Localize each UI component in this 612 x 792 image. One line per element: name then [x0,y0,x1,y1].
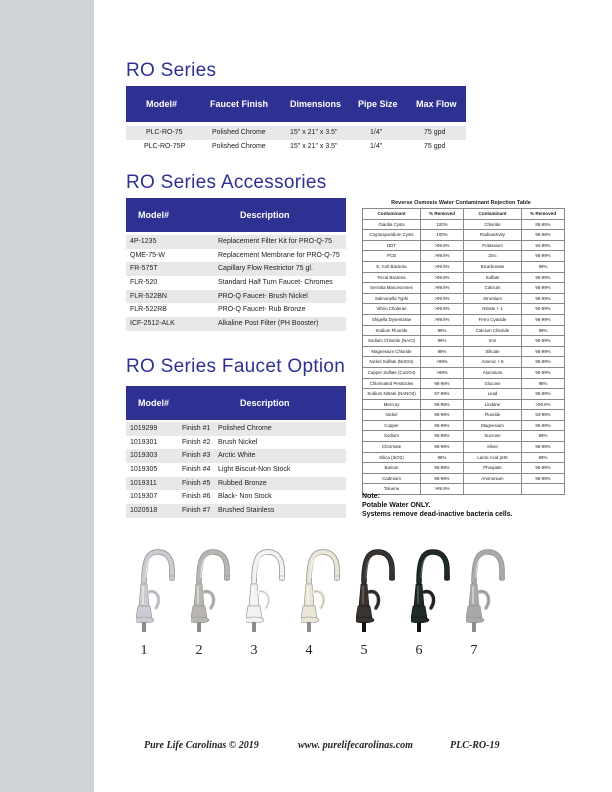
cell-description: Brush Nickel [218,438,258,446]
cell-contaminant: Sodium Fluoride [363,325,421,336]
cell-removed: 85-95% [522,219,565,230]
col-description: Description [240,398,290,408]
cell-removed: 99% [522,325,565,336]
cell-model: 1019303 [130,452,158,460]
cell-removed: 95-99% [522,346,565,357]
cell-removed: 95-99% [522,272,565,283]
table-row [126,262,346,276]
cell-contaminant: Salmonella Typhi [363,293,421,304]
cell-removed: 92-99% [522,240,565,251]
table-row [363,367,565,378]
cell-model: 1019301 [130,438,158,446]
cell-description: Replacement Membrane for PRO-Q-75 [218,251,340,259]
cell-contaminant: Cadmium [363,473,421,484]
table-row [363,283,565,294]
table-row [363,452,565,463]
col-pipe-size: Pipe Size [358,99,398,109]
faucet-7-image [466,548,514,638]
table-row [126,504,346,518]
table-row [363,410,565,421]
table-row [363,378,565,389]
cell-removed: 95-99% [421,431,464,442]
col-faucet-finish: Faucet Finish [210,99,269,109]
cell-contaminant: Chloride [464,219,522,230]
cell-removed: 95-99% [522,357,565,368]
cell-contaminant: Sucrose [464,431,522,442]
cell-pipe-size: 1/4" [370,143,383,150]
faucet-number-4: 4 [305,643,313,658]
faucet-4-image [301,548,349,638]
cell-contaminant: PCB [363,251,421,262]
note-block [362,492,513,519]
faucet-number-5: 5 [360,643,368,658]
cell-removed: 93-99% [522,410,565,421]
col-model: Model# [138,398,170,408]
table-row [363,399,565,410]
cell-description: Polished Chrome [218,425,272,432]
table-row [126,303,346,317]
cell-contaminant: Arsenic + 5 [464,357,522,368]
cell-removed: 95-98% [522,230,565,241]
faucet-number-6: 6 [415,643,423,658]
col-model: Model# [146,99,178,109]
table-row [363,251,565,262]
table-row [126,249,346,263]
table-row [363,219,565,230]
note-label: Note: [362,493,380,500]
col-model: Model# [138,210,170,220]
cell-model: 4P-1235 [130,238,157,245]
cell-dimensions: 15" x 21" x 3.5" [290,143,338,150]
cell-contaminant: Nitrate + 1 [464,304,522,315]
cell-removed: >99% [421,357,464,368]
cell-contaminant: Ferro Cyanide [464,314,522,325]
footer-code: PLC-RO-19 [450,740,500,751]
cell-description: Rubbed Bronze [218,479,267,487]
cell-dimensions: 15" x 21" x 3.5" [290,129,338,136]
faucet-option-table-body [126,422,346,518]
table-row [126,490,346,504]
cell-contaminant: Copper [363,420,421,431]
cell-finish: Finish #7 [182,507,211,515]
cell-description: Black- Non Stock [218,493,272,501]
col-removed: % Removed [421,209,464,220]
table-row [363,261,565,272]
cell-contaminant: Sulfate [464,272,522,283]
table-row [363,346,565,357]
cell-removed: 95-99% [522,389,565,400]
left-sidebar-band [0,0,94,792]
cell-model: ICF-2512-ALK [130,320,175,328]
cell-contaminant: Serratia Marcescenes [363,283,421,294]
cell-contaminant: Sodium Chloride (NACI) [363,336,421,347]
table-row [126,317,346,331]
cell-contaminant: Nickel [363,410,421,421]
faucet-gallery [136,548,556,658]
cell-pipe-size: 1/4" [370,129,383,136]
faucet-1-image [136,548,184,638]
cell-model: 1019305 [130,466,158,474]
table-row [126,126,466,140]
cell-removed: >99.9% [421,261,464,272]
cell-contaminant: Barium [363,463,421,474]
cell-contaminant: Sodium [363,431,421,442]
table-row [126,422,346,436]
cell-model: 1020518 [130,507,158,515]
cell-description: Arctic White [218,452,256,460]
cell-contaminant: Chromate [363,442,421,453]
cell-contaminant: Sodium Nitrate (NANO3) [363,389,421,400]
cell-removed: >99% [421,367,464,378]
cell-removed: 95-99% [522,367,565,378]
table-row [363,357,565,368]
faucet-6-image [411,548,459,638]
cell-model: PLC-RO-75 [146,129,183,136]
table-row [363,304,565,315]
cell-model: FLR-520 [130,279,158,287]
cell-removed: 99% [421,336,464,347]
cell-contaminant: Shigella Dysentarae [363,314,421,325]
cell-contaminant: Aluminum [464,367,522,378]
cell-contaminant: Phospate [464,463,522,474]
table-row [126,463,346,477]
table-row [363,336,565,347]
cell-removed: 99% [421,346,464,357]
faucet-3-image [246,548,294,638]
cell-contaminant: Lead [464,389,522,400]
cell-contaminant: E. Coli Bacteria [363,261,421,272]
cell-contaminant: Potassium [464,240,522,251]
cell-removed: 95-99% [421,420,464,431]
cell-removed: 95-99% [522,420,565,431]
note-line: Potable Water ONLY. [362,502,431,509]
cell-removed: 95-99% [522,293,565,304]
cell-removed: 95-99% [522,251,565,262]
cell-contaminant: Mercury [363,399,421,410]
cell-contaminant: Strontium [464,293,522,304]
cell-contaminant: Zinc [464,251,522,262]
table-row [126,235,346,249]
cell-removed: 99% [421,325,464,336]
cell-contaminant: Fecal Bacteria [363,272,421,283]
cell-removed: 95-99% [421,463,464,474]
table-row [363,293,565,304]
cell-description: Brushed Stainless [218,507,275,515]
cell-contaminant: Vibrio Cholerae [363,304,421,315]
cell-removed: 95-99% [421,410,464,421]
ro-series-table-header [126,86,466,122]
cell-removed: 99% [522,452,565,463]
table-row [126,449,346,463]
footer-website: www. purelifecarolinas.com [298,740,413,751]
table-row [363,272,565,283]
cell-removed: 99% [522,431,565,442]
cell-removed: 99% [522,261,565,272]
cell-removed: 98% [522,378,565,389]
col-contaminant: Contaminant [363,209,421,220]
cell-finish: Finish #6 [182,493,211,501]
cell-removed: 95-99% [522,442,565,453]
cell-contaminant: Glucose [464,378,522,389]
cell-removed: 95-99% [421,473,464,484]
table-row [363,389,565,400]
col-description: Description [240,210,290,220]
footer-company: Pure Life Carolinas © 2019 [144,740,259,751]
cell-removed: 95-99% [522,283,565,294]
faucet-5-image [356,548,404,638]
cell-model: 1019299 [130,425,158,432]
cell-removed: >99.9% [421,304,464,315]
table-row [363,473,565,484]
cell-contaminant: Toluene [363,484,421,495]
table-row [363,314,565,325]
cell-contaminant: Silicate [464,346,522,357]
cell-removed: >99.9% [421,283,464,294]
faucet-number-2: 2 [195,643,203,658]
col-removed: % Removed [522,209,565,220]
cell-description: Capillary Flow Restrictor 75 gl. [218,265,313,273]
cell-contaminant: DDT [363,240,421,251]
table-row [363,420,565,431]
cell-contaminant: Copper Sulfate (CuSO4) [363,367,421,378]
cell-description: PRO-Q Faucet- Rub Bronze [218,306,306,314]
cell-removed: >99.9% [421,293,464,304]
col-contaminant: Contaminant [464,209,522,220]
cell-removed: 95-99% [522,463,565,474]
faucet-number-3: 3 [250,643,258,658]
cell-finish: Polished Chrome [212,129,266,136]
cell-contaminant: Silver [464,442,522,453]
contaminant-table-header-row [363,209,565,220]
cell-contaminant: Giardia Cysts [363,219,421,230]
cell-contaminant: Chlorinated Pesticides [363,378,421,389]
cell-removed: >99.9% [421,251,464,262]
faucet-number-7: 7 [470,643,478,658]
table-row [363,240,565,251]
ro-series-table-body [126,126,466,154]
cell-removed: 96-99% [522,314,565,325]
cell-model: 1019307 [130,493,158,501]
cell-model: FLR-522RB [130,306,167,314]
cell-description: Standard Half Turn Faucet- Chromes [218,279,333,287]
col-max-flow: Max Flow [416,99,457,109]
cell-contaminant: Cryptosporidium Cysts [363,230,421,241]
cell-contaminant: Ammonium [464,473,522,484]
col-dimensions: Dimensions [290,99,342,109]
cell-model: FR-575T [130,265,158,273]
contaminant-table-title: Reverse Osmosis Water Contaminant Rejection Table [391,200,531,206]
cell-finish: Finish #5 [182,479,211,487]
cell-description: Alkaline Post Filter (PH Booster) [218,320,319,328]
cell-contaminant: Calcium Chloride [464,325,522,336]
cell-description: Replacement Filter Kit for PRO-Q-75 [218,238,332,245]
note-line: Systems remove dead-inactive bacteria cells. [362,511,513,518]
cell-contaminant: Magnesium [464,420,522,431]
cell-contaminant: Fluoride [464,410,522,421]
cell-removed: 95-99% [421,378,464,389]
faucet-option-table-header [126,386,346,420]
cell-model: FLR-522BN [130,292,167,300]
cell-removed: >99.9% [421,484,464,495]
cell-contaminant: Radioactivity [464,230,522,241]
cell-removed: 97-99% [421,389,464,400]
cell-removed: 95-99% [522,473,565,484]
table-row [126,276,346,290]
cell-removed: 100% [421,230,464,241]
accessories-table-header [126,198,346,232]
cell-description: Light Biscuit-Non Stock [218,466,291,474]
cell-finish: Finish #2 [182,438,211,446]
cell-removed: >99.9% [421,272,464,283]
cell-finish: Finish #3 [182,452,211,460]
cell-removed: 95-99% [421,442,464,453]
cell-removed: 90-99% [522,304,565,315]
cell-contaminant: Lindane [464,399,522,410]
cell-max-flow: 75 gpd [424,129,446,136]
table-row [363,230,565,241]
cell-finish: Finish #4 [182,466,211,474]
table-row [363,431,565,442]
table-row [363,463,565,474]
accessories-table-body [126,235,346,331]
cell-contaminant: Calcium [464,283,522,294]
table-row [363,325,565,336]
cell-removed: >99.9% [522,399,565,410]
cell-model: QME-75-W [130,251,165,259]
cell-finish: Finish #1 [182,425,211,432]
cell-contaminant: Magnesium Chloride [363,346,421,357]
cell-removed: 95-99% [522,336,565,347]
table-row [363,442,565,453]
cell-contaminant: Silica (SiO2) [363,452,421,463]
cell-model: 1019311 [130,479,157,487]
cell-removed [522,484,565,495]
faucet-2-image [191,548,239,638]
cell-contaminant: Lactic Acid pH5 [464,452,522,463]
accessories-heading: RO Series Accessories [126,172,327,193]
cell-contaminant: Iron [464,336,522,347]
table-row [126,477,346,491]
contaminant-table [362,208,565,495]
table-row [126,290,346,304]
cell-removed: 100% [421,219,464,230]
cell-description: PRO-Q Faucet- Brush Nickel [218,292,308,300]
table-row [126,436,346,450]
cell-removed: >99.9% [421,314,464,325]
cell-contaminant: Nickel Sulfate (NiSO4) [363,357,421,368]
table-row [126,140,466,154]
cell-removed: 95-99% [421,399,464,410]
cell-max-flow: 75 gpd [424,143,446,150]
cell-contaminant: Bicarbonate [464,261,522,272]
cell-removed: 98% [421,452,464,463]
faucet-option-heading: RO Series Faucet Option [126,356,346,377]
cell-removed: >99.9% [421,240,464,251]
ro-series-heading: RO Series [126,60,217,81]
cell-finish: Polished Chrome [212,143,266,150]
faucet-number-1: 1 [140,643,148,658]
cell-model: PLC-RO-75P [144,143,186,150]
